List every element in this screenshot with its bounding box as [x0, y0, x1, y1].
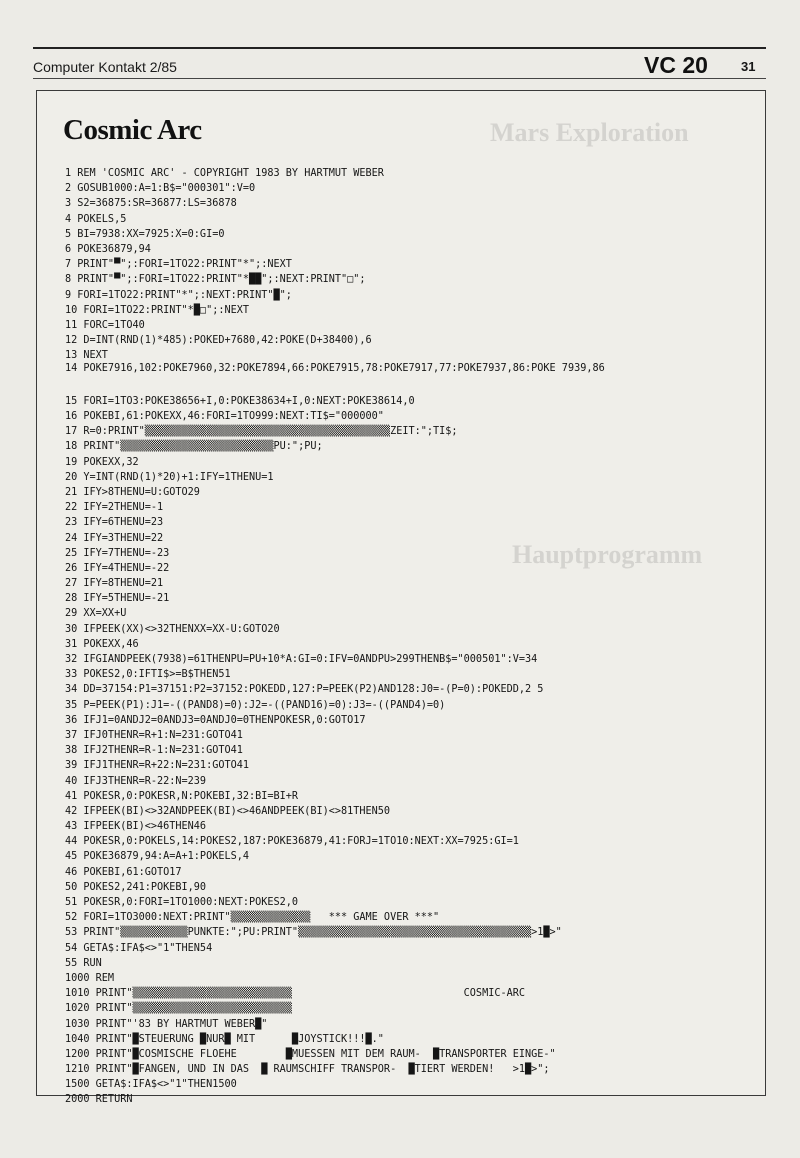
listing-line: 1210 PRINT"█FANGEN, UND IN DAS █ RAUMSCHIFF TRANSPOR- █TIERT WERDEN! >1█>"; — [65, 1064, 550, 1076]
listing-line: 23 IFY=6THENU=23 — [65, 517, 164, 529]
listing-line: 18 PRINT"▒▒▒▒▒▒▒▒▒▒▒▒▒▒▒▒▒▒▒▒▒▒▒▒▒PU:";PU; — [65, 441, 323, 453]
listing-line: 1030 PRINT"'83 BY HARTMUT WEBER█" — [65, 1018, 268, 1030]
listing-line: 20 Y=INT(RND(1)*20)+1:IFY=1THENU=1 — [65, 471, 274, 483]
listing-line: 1020 PRINT"▒▒▒▒▒▒▒▒▒▒▒▒▒▒▒▒▒▒▒▒▒▒▒▒▒▒ — [65, 1003, 292, 1015]
listing-line: 7 PRINT"▀";:FORI=1TO22:PRINT"*";:NEXT — [65, 259, 292, 271]
listing-line: 26 IFY=4THENU=-22 — [65, 562, 170, 574]
listing-line: 2 GOSUB1000:A=1:B$="000301":V=0 — [65, 183, 256, 195]
listing-line: 11 FORC=1TO40 — [65, 319, 145, 331]
listing-line: 38 IFJ2THENR=R-1:N=231:GOTO41 — [65, 745, 243, 757]
listing-line: 50 POKES2,241:POKEBI,90 — [65, 881, 207, 893]
listing-line: 41 POKESR,0:POKESR,N:POKEBI,32:BI=BI+R — [65, 790, 299, 802]
listing-line: 22 IFY=2THENU=-1 — [65, 502, 164, 514]
listing-line: 30 IFPEEK(XX)<>32THENXX=XX-U:GOTO20 — [65, 623, 280, 635]
listing-line: 35 P=PEEK(P1):J1=-((PAND8)=0):J2=-((PAND16)=0):J3=-((PAND4)=0) — [65, 699, 446, 711]
listing-line: 14 POKE7916,102:POKE7960,32:POKE7894,66:POKE7915,78:POKE7917,77:POKE7937,86:POKE 7939,86 — [65, 363, 605, 375]
listing-line: 43 IFPEEK(BI)<>46THEN46 — [65, 821, 207, 833]
listing-line: 4 POKELS,5 — [65, 213, 127, 225]
listing-line: 6 POKE36879,94 — [65, 243, 151, 255]
listing-line: 44 POKESR,0:POKELS,14:POKES2,187:POKE36879,41:FORJ=1TO10:NEXT:XX=7925:GI=1 — [65, 836, 519, 848]
listing-line: 9 FORI=1TO22:PRINT"*";:NEXT:PRINT"█"; — [65, 289, 292, 301]
listing-line: 42 IFPEEK(BI)<>32ANDPEEK(BI)<>46ANDPEEK(BI)<>81THEN50 — [65, 805, 391, 817]
section-label: VC 20 — [644, 52, 708, 78]
listing-line: 5 BI=7938:XX=7925:X=0:GI=0 — [65, 228, 225, 240]
show-through-heading: Mars Exploration — [490, 118, 689, 147]
listing-line: 27 IFY=8THENU=21 — [65, 578, 164, 590]
listing-line: 1500 GETA$:IFA$<>"1"THEN1500 — [65, 1079, 237, 1091]
page-number: 31 — [741, 59, 756, 74]
listing-line: 45 POKE36879,94:A=A+1:POKELS,4 — [65, 851, 250, 863]
listing-line: 28 IFY=5THENU=-21 — [65, 593, 170, 605]
listing-line: 31 POKEXX,46 — [65, 638, 139, 650]
listing-line: 12 D=INT(RND(1)*485):POKED+7680,42:POKE(D+38400),6 — [65, 335, 372, 347]
show-through-heading: Hauptprogramm — [512, 540, 703, 569]
listing-line: 54 GETA$:IFA$<>"1"THEN54 — [65, 942, 213, 954]
listing-line: 21 IFY>8THENU=U:GOTO29 — [65, 486, 200, 498]
listing-line: 36 IFJ1=0ANDJ2=0ANDJ3=0ANDJ0=0THENPOKESR,0:GOTO17 — [65, 714, 366, 726]
listing-line: 3 S2=36875:SR=36877:LS=36878 — [65, 198, 237, 210]
listing-line: 33 POKES2,0:IFTI$>=B$THEN51 — [65, 669, 231, 681]
listing-line: 32 IFGIANDPEEK(7938)=61THENPU=PU+10*A:GI=0:IFV=0ANDPU>299THENB$="000501":V=34 — [65, 654, 538, 666]
listing-line: 29 XX=XX+U — [65, 608, 127, 620]
listing-line: 19 POKEXX,32 — [65, 456, 139, 468]
listing-line: 8 PRINT"▀";:FORI=1TO22:PRINT"*██";:NEXT:PRINT"□"; — [65, 274, 366, 286]
top-rule — [33, 47, 766, 49]
listing-line: 13 NEXT — [65, 350, 108, 362]
article-title: Cosmic Arc — [63, 114, 202, 146]
listing-line: 15 FORI=1TO3:POKE38656+I,0:POKE38634+I,0:NEXT:POKE38614,0 — [65, 395, 415, 407]
header-rule — [33, 78, 766, 79]
listing-line: 1 REM 'COSMIC ARC' - COPYRIGHT 1983 BY HARTMUT WEBER — [65, 168, 384, 179]
listing-line: 17 R=0:PRINT"▒▒▒▒▒▒▒▒▒▒▒▒▒▒▒▒▒▒▒▒▒▒▒▒▒▒▒▒▒▒▒▒▒▒▒▒▒▒▒▒ZEIT:";TI$; — [65, 426, 458, 438]
listing-line: 46 POKEBI,61:GOTO17 — [65, 866, 182, 878]
listing-line: 1200 PRINT"█COSMISCHE FLOEHE █MUESSEN MIT DEM RAUM- █TRANSPORTER EINGE-" — [65, 1048, 556, 1060]
magazine-issue: Computer Kontakt 2/85 — [33, 59, 177, 75]
listing-line: 34 DD=37154:P1=37151:P2=37152:POKEDD,127:P=PEEK(P2)AND128:J0=-(P=0):POKEDD,2 5 — [65, 684, 544, 696]
listing-line: 55 RUN — [65, 957, 102, 969]
listing-line: 37 IFJ0THENR=R+1:N=231:GOTO41 — [65, 729, 243, 741]
listing-line: 16 POKEBI,61:POKEXX,46:FORI=1TO999:NEXT:TI$="000000" — [65, 411, 384, 423]
listing-line: 1040 PRINT"█STEUERUNG █NUR█ MIT █JOYSTICK!!!█." — [65, 1033, 384, 1045]
basic-listing — [65, 166, 755, 1108]
listing-line: 52 FORI=1TO3000:NEXT:PRINT"▒▒▒▒▒▒▒▒▒▒▒▒▒ *** GAME OVER ***" — [65, 912, 440, 924]
listing-line: 10 FORI=1TO22:PRINT"*█□";:NEXT — [65, 304, 250, 316]
listing-line: 51 POKESR,0:FORI=1TO1000:NEXT:POKES2,0 — [65, 897, 299, 909]
listing-line: 40 IFJ3THENR=R-22:N=239 — [65, 775, 207, 787]
listing-line: 2000 RETURN — [65, 1094, 133, 1106]
listing-line: 39 IFJ1THENR=R+22:N=231:GOTO41 — [65, 760, 250, 772]
listing-line: 24 IFY=3THENU=22 — [65, 532, 164, 544]
listing-line: 1010 PRINT"▒▒▒▒▒▒▒▒▒▒▒▒▒▒▒▒▒▒▒▒▒▒▒▒▒▒ COSMIC-ARC — [65, 988, 526, 1000]
listing-line: 1000 REM — [65, 972, 115, 984]
listing-line: 25 IFY=7THENU=-23 — [65, 547, 170, 559]
listing-line: 53 PRINT"▒▒▒▒▒▒▒▒▒▒▒PUNKTE:";PU:PRINT"▒▒▒▒▒▒▒▒▒▒▒▒▒▒▒▒▒▒▒▒▒▒▒▒▒▒▒▒▒▒▒▒▒▒▒▒▒▒>1█>" — [65, 927, 562, 939]
